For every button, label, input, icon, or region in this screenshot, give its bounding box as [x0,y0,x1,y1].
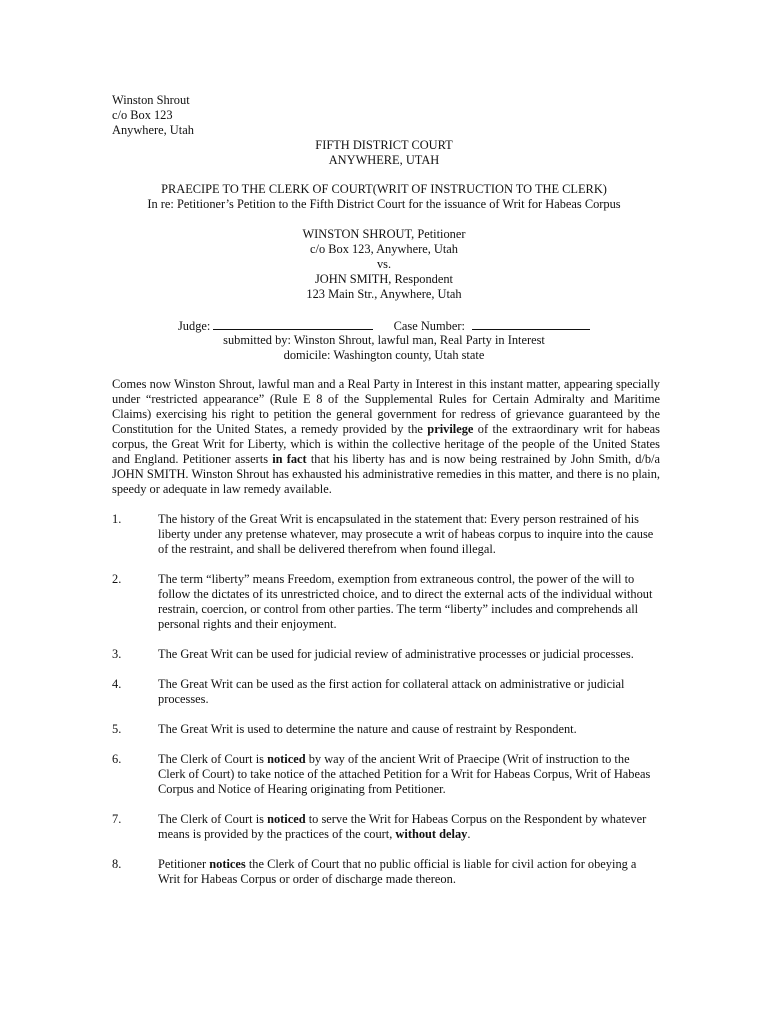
list-item [112,512,660,557]
item-bold-text: without delay [395,827,468,841]
document-title: PRAECIPE TO THE CLERK OF COURT(WRIT OF INSTRUCTION TO THE CLERK) [161,182,607,196]
item-number: 1. [112,512,122,526]
court-location: ANYWHERE, UTAH [328,153,440,167]
court-heading [0,138,768,168]
item-text: The Great Writ is used to determine the nature and cause of restraint by Respondent. [158,722,577,736]
item-number: 8. [112,857,122,871]
list-item [112,677,660,707]
intro-bold-in-fact: in fact [272,452,307,466]
case-number-blank-line [472,318,590,330]
petitioner-address: c/o Box 123, Anywhere, Utah [310,242,458,256]
item-text: The Great Writ can be used for judicial review of administrative processes or judicial processes. [158,647,634,661]
intro-paragraph [112,377,660,497]
item-text: The Great Writ can be used as the first action for collateral attack on administrative or judicial processes. [158,677,625,706]
submitted-by-line: submitted by: Winston Shrout, lawful man, Real Party in Interest [223,333,545,347]
intro-text-3: that his liberty has and is now being restrained by John Smith, d/b/a JOHN SMITH. Winston Shrout has exhausted his administrative remedies in this matter, and there is no plain, speedy or adequate in law remedy available. [112,452,660,496]
sender-name: Winston Shrout [112,93,190,107]
judge-case-line [0,318,768,333]
item-number: 4. [112,677,122,691]
list-item [112,572,660,632]
respondent-name: JOHN SMITH, Respondent [314,272,453,286]
list-item [112,722,660,737]
item-bold-text: notices [209,857,246,871]
numbered-list [112,512,660,902]
item-number: 2. [112,572,122,586]
versus-label: vs. [376,257,392,271]
sender-address-line-2: Anywhere, Utah [112,123,194,137]
parties-block [0,227,768,302]
item-text: The history of the Great Writ is encapsulated in the statement that: Every person restrained of his liberty under any pretense whatever, may prosecute a writ of habeas corpus to inquire into the cause of the restraint, and shall be delivered therefrom when found illegal. [158,512,654,556]
case-info-block [0,318,768,363]
list-item [112,647,660,662]
item-text: to serve the Writ for Habeas Corpus on the Respondent by whatever means is provided by the practices of the court, [158,812,647,841]
list-item [112,857,660,887]
document-title-block [0,182,768,212]
court-name: FIFTH DISTRICT COURT [315,138,453,152]
judge-label: Judge: [177,319,211,333]
item-text: The Clerk of Court is [158,752,268,766]
item-text: by way of the ancient Writ of Praecipe (Writ of instruction to the Clerk of Court) to take notice of the attached Petition for a Writ for Habeas Corpus, Writ of Habeas Corpus and Notice of Hearing originating from Petitioner. [158,752,651,796]
item-text: The Clerk of Court is [158,812,268,826]
item-number: 7. [112,812,122,826]
judge-blank-line [213,318,373,330]
domicile-line: domicile: Washington county, Utah state [283,348,485,362]
intro-text-2: of the extraordinary writ for habeas corpus, the Great Writ for Liberty, which is within the collective heritage of the people of the United States and England. Petitioner asserts [112,422,660,466]
item-text: the Clerk of Court that no public official is liable for civil action for obeying a Writ for Habeas Corpus or order of discharge made thereon. [158,857,637,886]
item-number: 3. [112,647,122,661]
list-item [112,752,660,797]
intro-bold-privilege: privilege [427,422,474,436]
item-number: 5. [112,722,122,736]
item-text: . [467,827,471,841]
respondent-address: 123 Main Str., Anywhere, Utah [306,287,462,301]
petitioner-name: WINSTON SHROUT, Petitioner [302,227,466,241]
item-bold-text: noticed [267,812,306,826]
sender-block [112,93,194,138]
item-bold-text: noticed [267,752,306,766]
case-number-label: Case Number: [393,319,465,333]
in-re-line: In re: Petitioner’s Petition to the Fifth District Court for the issuance of Writ for Habeas Corpus [147,197,621,211]
item-number: 6. [112,752,122,766]
item-text: Petitioner [158,857,210,871]
item-text: The term “liberty” means Freedom, exemption from extraneous control, the power of the will to follow the dictates of its unrestricted choice, and to direct the external acts of the individual without restrain, coercion, or control from other parties. The term “liberty” includes and comprehends all personal rights and their enjoyment. [158,572,653,631]
list-item [112,812,660,842]
intro-text-1: Comes now Winston Shrout, lawful man and a Real Party in Interest in this instant matter, appearing specially under “restricted appearance” (Rule E 8 of the Supplemental Rules for Certain Admiralty and Maritime Claims) exercising his right to petition the general government for redress of grievance guaranteed by the Constitution for the United States, a remedy provided by the [112,377,660,436]
sender-address-line-1: c/o Box 123 [112,108,173,122]
